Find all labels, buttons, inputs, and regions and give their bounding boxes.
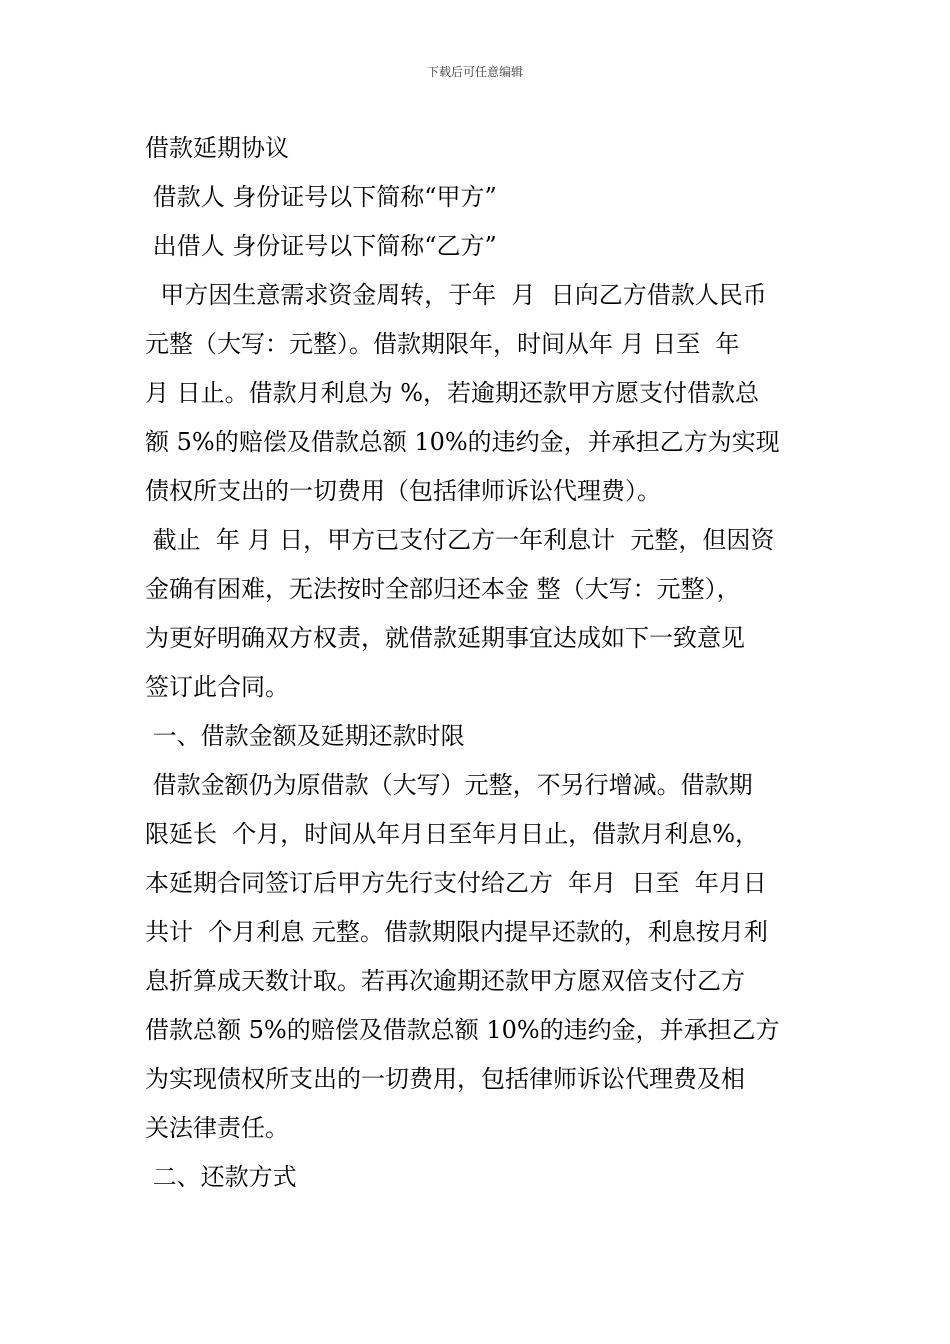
paragraph-line: 为更好明确双方权责，就借款延期事宜达成如下一致意见 xyxy=(145,624,745,652)
paragraph-line: 额 5%的赔偿及借款总额 10%的违约金，并承担乙方为实现 xyxy=(145,428,780,456)
paragraph-line: 甲方因生意需求资金周转，于年 月 日向乙方借款人民币 xyxy=(145,281,767,309)
borrower-line: 借款人 身份证号以下简称“甲方” xyxy=(145,183,497,211)
paragraph-line: 金确有困难，无法按时全部归还本金 整（大写：元整）， xyxy=(145,575,741,603)
paragraph-line: 借款金额仍为原借款（大写）元整，不另行增减。借款期 xyxy=(145,771,753,799)
paragraph-line: 债权所支出的一切费用（包括律师诉讼代理费）。 xyxy=(145,477,661,505)
paragraph-line: 共计 个月利息 元整。借款期限内提早还款的，利息按月利 xyxy=(145,918,768,946)
document-title: 借款延期协议 xyxy=(145,134,289,162)
paragraph-line: 月 日止。借款月利息为 %，若逾期还款甲方愿支付借款总 xyxy=(145,379,760,407)
paragraph-line: 息折算成天数计取。若再次逾期还款甲方愿双倍支付乙方 xyxy=(145,967,745,995)
paragraph-line: 为实现债权所支出的一切费用，包括律师诉讼代理费及相 xyxy=(145,1065,745,1093)
page-header: 下载后可任意编辑 xyxy=(426,65,523,79)
paragraph-line: 借款总额 5%的赔偿及借款总额 10%的违约金，并承担乙方 xyxy=(145,1016,780,1044)
paragraph-line: 元整（大写：元整）。借款期限年，时间从年 月 日至 年 xyxy=(145,330,740,358)
paragraph-line: 本延期合同签订后甲方先行支付给乙方 年月 日至 年月日 xyxy=(145,869,767,897)
section-heading-1: 一、借款金额及延期还款时限 xyxy=(145,722,465,750)
document-body xyxy=(145,124,810,1202)
lender-line: 出借人 身份证号以下简称“乙方” xyxy=(145,232,497,260)
paragraph-line: 关法律责任。 xyxy=(145,1114,289,1142)
paragraph-line: 限延长 个月，时间从年月日至年月日止，借款月利息%， xyxy=(145,820,760,848)
paragraph-line: 截止 年 月 日，甲方已支付乙方一年利息计 元整，但因资 xyxy=(145,526,775,554)
paragraph-line: 签订此合同。 xyxy=(145,673,289,701)
section-heading-2: 二、还款方式 xyxy=(145,1163,297,1191)
